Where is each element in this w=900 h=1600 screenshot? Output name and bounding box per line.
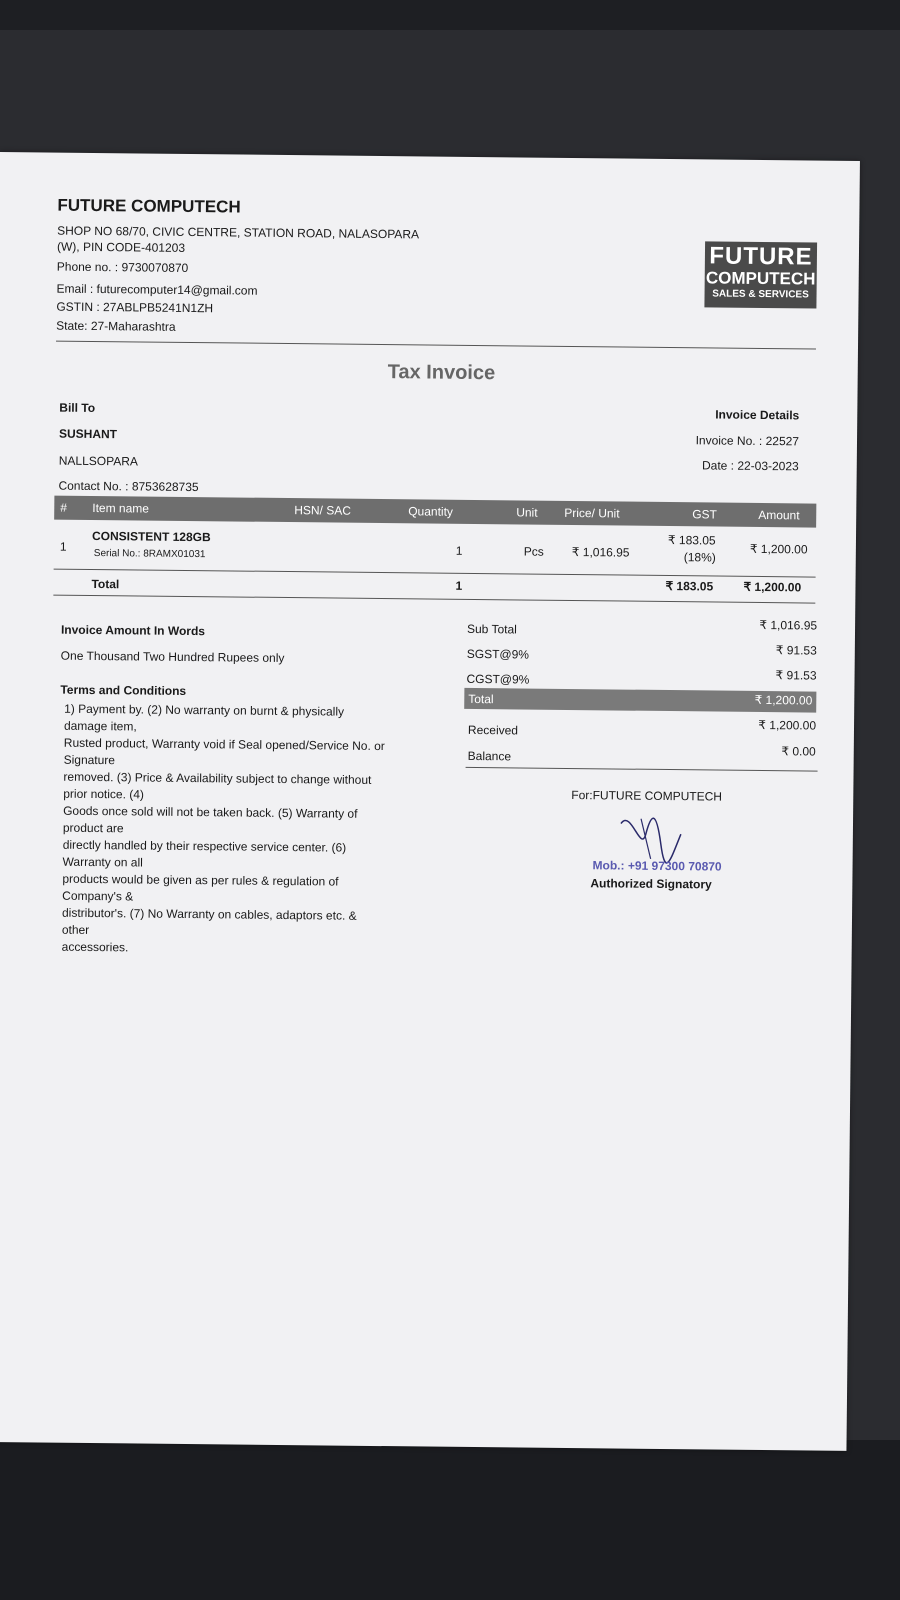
sgst-value: ₹ 91.53 xyxy=(775,643,817,658)
invoice-paper xyxy=(0,152,860,1451)
document-title: Tax Invoice xyxy=(387,361,496,385)
invoice-number: Invoice No. : 22527 xyxy=(695,433,800,449)
row-quantity: 1 xyxy=(455,543,463,558)
subtotal-value: ₹ 1,016.95 xyxy=(759,617,818,633)
background-bottom xyxy=(0,1440,900,1600)
sgst-label: SGST@9% xyxy=(466,646,530,662)
row-gst: ₹ 183.05 xyxy=(667,533,716,548)
summary-total-value: ₹ 1,200.00 xyxy=(754,692,813,708)
terms-line: distributor's. (7) No Warranty on cables, adaptors etc. & xyxy=(61,905,357,923)
company-gstin: GSTIN : 27ABLPB5241N1ZH xyxy=(56,299,214,316)
header-divider xyxy=(56,341,816,350)
row-unit: Pcs xyxy=(523,544,544,559)
company-phone: Phone no. : 9730070870 xyxy=(56,259,189,275)
balance-label: Balance xyxy=(467,748,512,764)
authorized-signatory-label: Authorized Signatory xyxy=(590,876,712,892)
logo-line-1: FUTURE xyxy=(709,242,813,271)
company-email: Email : futurecomputer14@gmail.com xyxy=(56,281,258,298)
bill-to-city: NALLSOPARA xyxy=(58,453,138,469)
row-price: ₹ 1,016.95 xyxy=(571,545,630,560)
signature-for-company: For:FUTURE COMPUTECH xyxy=(571,788,723,804)
terms-line: Rusted product, Warranty void if Seal opened/Service No. or xyxy=(63,735,385,754)
received-label: Received xyxy=(467,722,519,738)
terms-line: products would be given as per rules & regulation of xyxy=(62,871,339,889)
terms-line: prior notice. (4) xyxy=(63,786,145,802)
terms-heading: Terms and Conditions xyxy=(60,682,187,698)
row-gst-percent: (18%) xyxy=(683,550,716,565)
row-num: 1 xyxy=(59,539,67,554)
total-label: Total xyxy=(91,576,120,592)
row-amount: ₹ 1,200.00 xyxy=(749,541,808,557)
terms-line: other xyxy=(61,922,90,937)
bill-to-heading: Bill To xyxy=(59,400,96,416)
terms-line: product are xyxy=(62,820,124,836)
items-table-header xyxy=(54,496,816,528)
col-header-num: # xyxy=(60,500,68,515)
amount-words-heading: Invoice Amount In Words xyxy=(60,622,206,639)
cgst-value: ₹ 91.53 xyxy=(775,668,817,683)
company-address: SHOP NO 68/70, CIVIC CENTRE, STATION ROAD, NALASOPARA (W), PIN CODE-401203 xyxy=(56,223,419,255)
invoice-date: Date : 22-03-2023 xyxy=(701,458,799,474)
logo-line-3: SALES & SERVICES xyxy=(712,288,809,301)
company-logo xyxy=(704,241,817,308)
subtotal-label: Sub Total xyxy=(466,621,517,637)
col-header-quantity: Quantity xyxy=(408,504,454,519)
company-name: FUTURE COMPUTECH xyxy=(57,195,241,217)
terms-body xyxy=(62,701,425,960)
col-header-item: Item name xyxy=(92,500,150,516)
signature-stamp-mobile: Mob.: +91 97300 70870 xyxy=(592,858,722,874)
amount-words-text: One Thousand Two Hundred Rupees only xyxy=(60,648,285,666)
logo-line-2: COMPUTECH xyxy=(705,268,816,289)
col-header-hsn: HSN/ SAC xyxy=(294,503,352,518)
signature-scribble xyxy=(611,803,692,864)
bill-to-contact: Contact No. : 8753628735 xyxy=(58,478,199,495)
terms-line: removed. (3) Price & Availability subject to change without xyxy=(63,769,372,787)
summary-total-label: Total xyxy=(468,691,494,707)
terms-line: directly handled by their respective service center. (6) xyxy=(62,837,347,855)
terms-line: Company's & xyxy=(62,888,134,904)
invoice-details-heading: Invoice Details xyxy=(715,407,800,423)
total-amount: ₹ 1,200.00 xyxy=(743,579,802,595)
summary-divider xyxy=(466,767,818,772)
col-header-unit: Unit xyxy=(516,505,538,520)
total-quantity: 1 xyxy=(455,578,463,593)
col-header-gst: GST xyxy=(692,507,717,522)
bill-to-name: SUSHANT xyxy=(58,426,118,442)
summary-total-bar xyxy=(464,688,816,713)
terms-line: Signature xyxy=(63,752,116,768)
terms-line: Goods once sold will not be taken back. (5) Warranty of xyxy=(63,803,358,821)
row-item-name: CONSISTENT 128GB xyxy=(91,528,211,545)
col-header-amount: Amount xyxy=(758,507,800,523)
terms-line: Warranty on all xyxy=(62,854,143,870)
terms-line: accessories. xyxy=(61,939,129,955)
balance-value: ₹ 0.00 xyxy=(781,744,816,759)
company-state: State: 27-Maharashtra xyxy=(56,318,176,334)
terms-line: 1) Payment by. (2) No warranty on burnt & physically xyxy=(64,701,345,719)
received-value: ₹ 1,200.00 xyxy=(758,717,817,733)
total-gst: ₹ 183.05 xyxy=(665,578,714,594)
cgst-label: CGST@9% xyxy=(466,671,530,687)
table-row xyxy=(54,525,816,575)
terms-line: damage item, xyxy=(63,718,137,734)
row-serial: Serial No.: 8RAMX01031 xyxy=(93,548,206,561)
background-top xyxy=(0,0,900,30)
col-header-price: Price/ Unit xyxy=(564,505,620,521)
